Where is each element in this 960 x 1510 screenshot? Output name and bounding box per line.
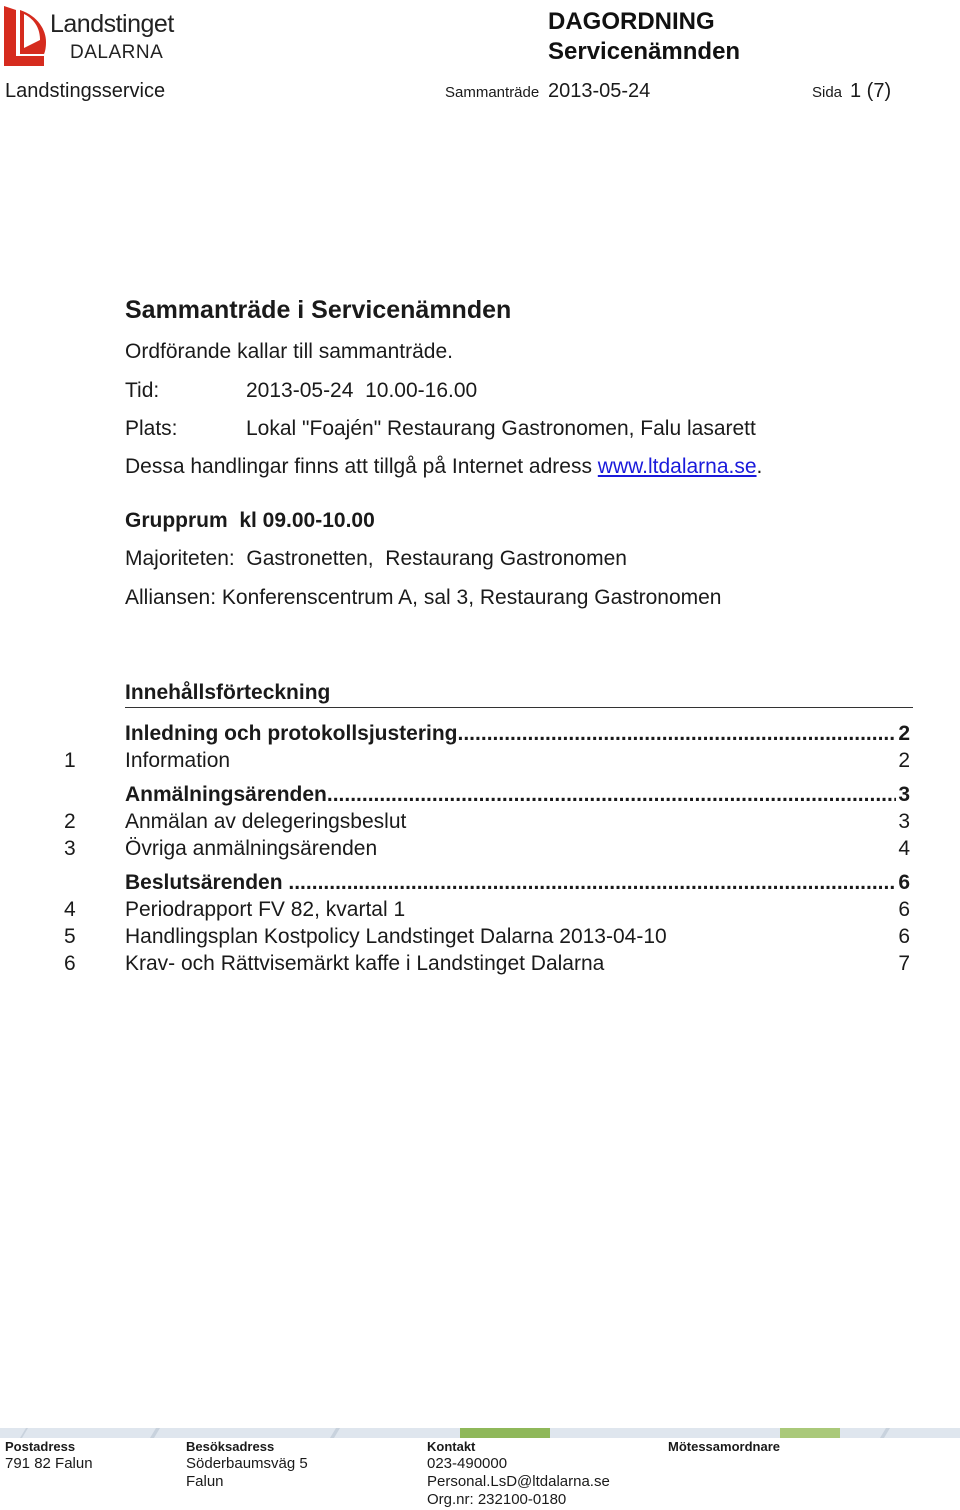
meeting-date-label: Sammanträde bbox=[445, 84, 540, 101]
footer-postal-heading: Postadress bbox=[5, 1439, 76, 1454]
toc-leader bbox=[458, 722, 897, 746]
toc-item[interactable] bbox=[0, 837, 910, 863]
toc-section[interactable] bbox=[125, 722, 910, 746]
online-suffix: . bbox=[756, 455, 763, 478]
footer-color-band bbox=[0, 1428, 960, 1438]
toc-item-page: 2 bbox=[898, 749, 910, 772]
intro-text: Ordförande kallar till sammanträde. bbox=[125, 340, 453, 363]
footer-phone: 023-490000 bbox=[427, 1455, 508, 1472]
online-availability bbox=[125, 455, 762, 479]
toc-item-number: 4 bbox=[64, 898, 76, 921]
footer-contact-heading: Kontakt bbox=[427, 1439, 476, 1454]
toc-section-page: 3 bbox=[898, 783, 910, 806]
toc-item[interactable] bbox=[0, 749, 910, 775]
meeting-date: 2013-05-24 bbox=[548, 80, 651, 102]
footer-email[interactable]: Personal.LsD@ltdalarna.se bbox=[427, 1473, 610, 1490]
toc-item-text: Krav- och Rättvisemärkt kaffe i Landstinget Dalarna bbox=[125, 952, 605, 975]
toc-section-label: Beslutsärenden bbox=[125, 871, 289, 894]
footer-visit-street: Söderbaumsväg 5 bbox=[186, 1455, 308, 1472]
toc-section-label: Anmälningsärenden bbox=[125, 783, 327, 806]
toc-section[interactable] bbox=[125, 871, 910, 895]
toc-item-page: 4 bbox=[898, 837, 910, 860]
toc-section[interactable] bbox=[125, 783, 910, 807]
footer-coordinator-heading: Mötessamordnare bbox=[668, 1439, 780, 1454]
document-type: DAGORDNING bbox=[548, 8, 715, 35]
toc-leader bbox=[288, 871, 896, 895]
toc-item-page: 6 bbox=[898, 925, 910, 948]
place-value: Lokal "Foajén" Restaurang Gastronomen, Falu lasarett bbox=[246, 417, 756, 440]
footer-org-number: Org.nr: 232100-0180 bbox=[427, 1491, 567, 1508]
toc-item-text: Information bbox=[125, 749, 231, 772]
toc-item-page: 7 bbox=[898, 952, 910, 975]
toc-heading: Innehållsförteckning bbox=[125, 681, 331, 704]
footer-postal-address: 791 82 Falun bbox=[5, 1455, 93, 1472]
toc-item-text: Handlingsplan Kostpolicy Landstinget Dalarna 2013-04-10 bbox=[125, 925, 667, 948]
toc-item-number: 6 bbox=[64, 952, 76, 975]
toc-item-text: Övriga anmälningsärenden bbox=[125, 837, 378, 860]
toc-item-number: 3 bbox=[64, 837, 76, 860]
toc-section-page: 2 bbox=[898, 722, 910, 745]
toc-item-text: Periodrapport FV 82, kvartal 1 bbox=[125, 898, 406, 921]
toc-section-page: 6 bbox=[898, 871, 910, 894]
website-link[interactable]: www.ltdalarna.se bbox=[597, 455, 757, 478]
organization-unit: Landstingsservice bbox=[5, 80, 166, 102]
place-label: Plats: bbox=[125, 417, 178, 440]
footer-visit-heading: Besöksadress bbox=[186, 1439, 275, 1454]
toc-item-page: 3 bbox=[898, 810, 910, 833]
logo-subtitle: DALARNA bbox=[70, 42, 164, 63]
committee-name: Servicenämnden bbox=[548, 38, 741, 65]
footer-visit-city: Falun bbox=[186, 1473, 224, 1490]
group-rooms-heading: Grupprum kl 09.00-10.00 bbox=[125, 509, 375, 532]
toc-item-number: 2 bbox=[64, 810, 76, 833]
online-text: Dessa handlingar finns att tillgå på Internet adress bbox=[125, 455, 592, 478]
toc-section-label: Inledning och protokollsjustering bbox=[125, 722, 458, 745]
majority-room: Majoriteten: Gastronetten, Restaurang Gastronomen bbox=[125, 547, 627, 570]
toc-item-number: 5 bbox=[64, 925, 76, 948]
page-label: Sida bbox=[812, 84, 843, 101]
alliance-room: Alliansen: Konferenscentrum A, sal 3, Restaurang Gastronomen bbox=[125, 586, 722, 609]
toc-divider bbox=[125, 707, 913, 708]
toc-item[interactable] bbox=[0, 810, 910, 836]
toc-item[interactable] bbox=[0, 952, 910, 978]
toc-item-number: 1 bbox=[64, 749, 76, 772]
time-value: 2013-05-24 10.00-16.00 bbox=[246, 379, 478, 402]
toc-item[interactable] bbox=[0, 898, 910, 924]
toc-item-text: Anmälan av delegeringsbeslut bbox=[125, 810, 407, 833]
time-label: Tid: bbox=[125, 379, 160, 402]
toc-item-page: 6 bbox=[898, 898, 910, 921]
meeting-title: Sammanträde i Servicenämnden bbox=[125, 296, 512, 324]
toc-leader bbox=[327, 783, 896, 807]
logo-wordmark: Landstinget bbox=[50, 10, 174, 38]
page-number: 1 (7) bbox=[850, 80, 892, 102]
toc-item[interactable] bbox=[0, 925, 910, 951]
